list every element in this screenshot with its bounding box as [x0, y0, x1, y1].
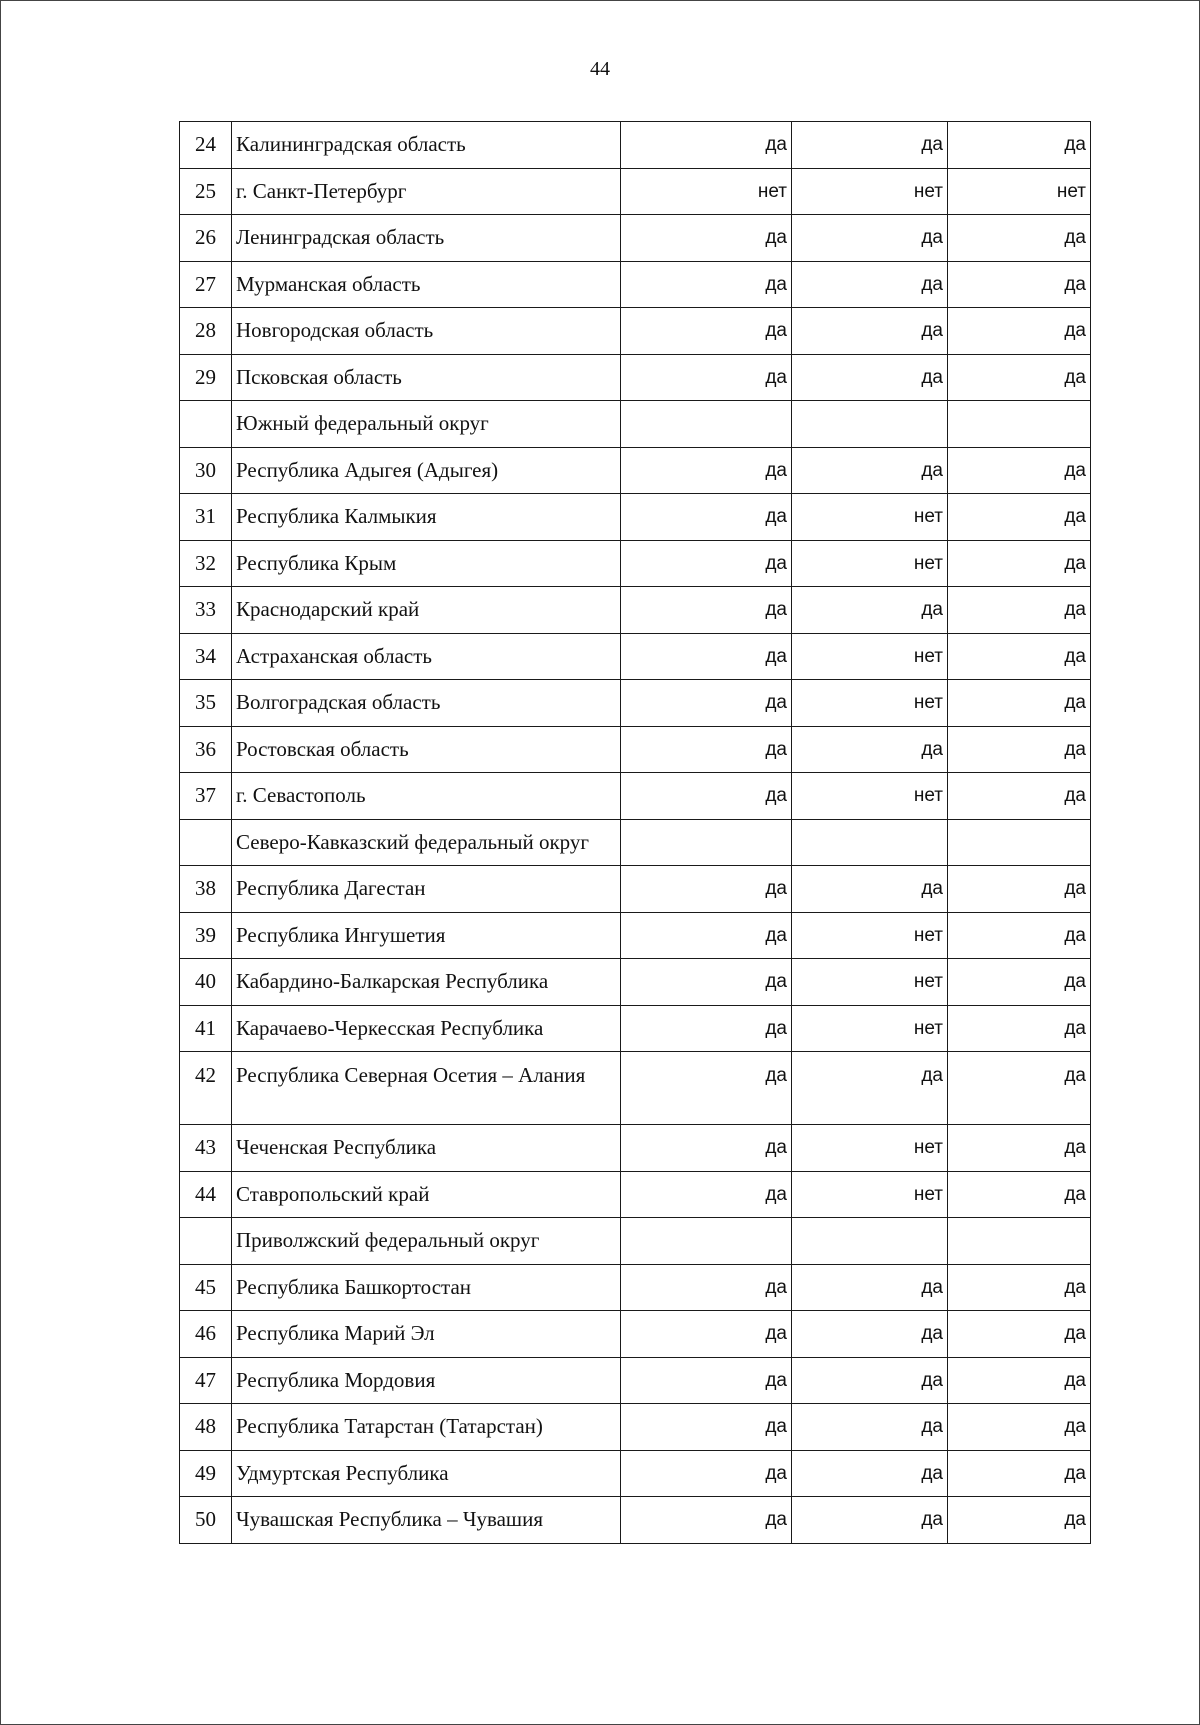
value-cell-3: да [948, 633, 1091, 680]
value-cell-2: да [792, 587, 948, 634]
value-cell-1: да [621, 866, 792, 913]
value-cell-2: нет [792, 959, 948, 1006]
row-number-cell: 31 [180, 494, 232, 541]
region-name-cell: Калининградская область [232, 122, 621, 169]
row-number-cell: 49 [180, 1450, 232, 1497]
value-cell-1 [621, 401, 792, 448]
value-cell-3: да [948, 1125, 1091, 1172]
value-cell-3: да [948, 1311, 1091, 1358]
value-cell-3: да [948, 726, 1091, 773]
table-row [180, 866, 1091, 913]
value-cell-1: да [621, 1497, 792, 1544]
value-cell-1: да [621, 726, 792, 773]
value-cell-1 [621, 819, 792, 866]
value-cell-3: нет [948, 168, 1091, 215]
table-row [180, 1357, 1091, 1404]
row-number-cell: 25 [180, 168, 232, 215]
region-name-cell: Ростовская область [232, 726, 621, 773]
value-cell-2: да [792, 215, 948, 262]
district-header-row [180, 1218, 1091, 1265]
row-number-cell: 34 [180, 633, 232, 680]
value-cell-1: нет [621, 168, 792, 215]
value-cell-1: да [621, 587, 792, 634]
value-cell-1: да [621, 1264, 792, 1311]
table-row [180, 726, 1091, 773]
value-cell-1: да [621, 215, 792, 262]
row-number-cell: 30 [180, 447, 232, 494]
region-name-cell: Республика Адыгея (Адыгея) [232, 447, 621, 494]
value-cell-1: да [621, 1125, 792, 1172]
value-cell-3 [948, 819, 1091, 866]
regions-table [179, 121, 1091, 1544]
region-name-cell: Ставропольский край [232, 1171, 621, 1218]
value-cell-2: да [792, 261, 948, 308]
value-cell-2: нет [792, 633, 948, 680]
value-cell-2: нет [792, 168, 948, 215]
value-cell-2: да [792, 447, 948, 494]
value-cell-2: нет [792, 1171, 948, 1218]
value-cell-3: да [948, 354, 1091, 401]
row-number-cell [180, 401, 232, 448]
region-name-cell: Республика Башкортостан [232, 1264, 621, 1311]
value-cell-2: да [792, 1404, 948, 1451]
value-cell-3: да [948, 587, 1091, 634]
value-cell-1: да [621, 122, 792, 169]
value-cell-2: нет [792, 540, 948, 587]
value-cell-2: да [792, 1357, 948, 1404]
value-cell-3: да [948, 215, 1091, 262]
row-number-cell: 44 [180, 1171, 232, 1218]
region-name-cell: Карачаево-Черкесская Республика [232, 1005, 621, 1052]
row-number-cell: 35 [180, 680, 232, 727]
table-row [180, 354, 1091, 401]
value-cell-1: да [621, 447, 792, 494]
value-cell-1: да [621, 1357, 792, 1404]
region-name-cell: Чеченская Республика [232, 1125, 621, 1172]
row-number-cell: 38 [180, 866, 232, 913]
row-number-cell: 47 [180, 1357, 232, 1404]
district-name-cell: Приволжский федеральный округ [232, 1218, 621, 1265]
row-number-cell [180, 819, 232, 866]
value-cell-1: да [621, 1052, 792, 1125]
region-name-cell: Республика Татарстан (Татарстан) [232, 1404, 621, 1451]
value-cell-1: да [621, 912, 792, 959]
value-cell-1: да [621, 354, 792, 401]
region-name-cell: Волгоградская область [232, 680, 621, 727]
value-cell-3: да [948, 959, 1091, 1006]
value-cell-1: да [621, 680, 792, 727]
region-name-cell: г. Санкт-Петербург [232, 168, 621, 215]
table-row [180, 680, 1091, 727]
row-number-cell: 26 [180, 215, 232, 262]
regions-table-body [180, 122, 1091, 1544]
value-cell-1: да [621, 1171, 792, 1218]
row-number-cell: 29 [180, 354, 232, 401]
district-name-cell: Южный федеральный округ [232, 401, 621, 448]
value-cell-2: да [792, 1264, 948, 1311]
value-cell-3: да [948, 308, 1091, 355]
value-cell-1: да [621, 308, 792, 355]
table-row [180, 1264, 1091, 1311]
value-cell-1: да [621, 494, 792, 541]
table-row [180, 494, 1091, 541]
value-cell-3: да [948, 261, 1091, 308]
region-name-cell: Краснодарский край [232, 587, 621, 634]
table-row [180, 1171, 1091, 1218]
table-row [180, 1450, 1091, 1497]
table-row [180, 215, 1091, 262]
value-cell-3: да [948, 1450, 1091, 1497]
region-name-cell: Ленинградская область [232, 215, 621, 262]
value-cell-3: да [948, 122, 1091, 169]
district-name-cell: Северо-Кавказский федеральный округ [232, 819, 621, 866]
region-name-cell: Чувашская Республика – Чувашия [232, 1497, 621, 1544]
value-cell-2: да [792, 866, 948, 913]
value-cell-3: да [948, 540, 1091, 587]
row-number-cell: 37 [180, 773, 232, 820]
row-number-cell: 42 [180, 1052, 232, 1125]
value-cell-3: да [948, 1264, 1091, 1311]
region-name-cell: Псковская область [232, 354, 621, 401]
table-row [180, 1404, 1091, 1451]
table-row [180, 1005, 1091, 1052]
row-number-cell [180, 1218, 232, 1265]
region-name-cell: Республика Крым [232, 540, 621, 587]
value-cell-2: нет [792, 1005, 948, 1052]
region-name-cell: Мурманская область [232, 261, 621, 308]
table-row [180, 447, 1091, 494]
value-cell-3: да [948, 447, 1091, 494]
value-cell-1: да [621, 1450, 792, 1497]
value-cell-2: нет [792, 773, 948, 820]
region-name-cell: Удмуртская Республика [232, 1450, 621, 1497]
row-number-cell: 24 [180, 122, 232, 169]
table-row [180, 633, 1091, 680]
value-cell-2 [792, 1218, 948, 1265]
region-name-cell: Кабардино-Балкарская Республика [232, 959, 621, 1006]
value-cell-3: да [948, 1052, 1091, 1125]
value-cell-1: да [621, 1311, 792, 1358]
region-name-cell: Новгородская область [232, 308, 621, 355]
table-row [180, 261, 1091, 308]
row-number-cell: 36 [180, 726, 232, 773]
value-cell-2: нет [792, 912, 948, 959]
value-cell-3: да [948, 1171, 1091, 1218]
value-cell-2: да [792, 726, 948, 773]
value-cell-2: да [792, 1311, 948, 1358]
table-row [180, 122, 1091, 169]
row-number-cell: 27 [180, 261, 232, 308]
table-row [180, 1125, 1091, 1172]
table-row [180, 308, 1091, 355]
region-name-cell: Республика Ингушетия [232, 912, 621, 959]
row-number-cell: 50 [180, 1497, 232, 1544]
value-cell-2: да [792, 354, 948, 401]
value-cell-3: да [948, 494, 1091, 541]
value-cell-2: нет [792, 1125, 948, 1172]
table-row [180, 1311, 1091, 1358]
row-number-cell: 33 [180, 587, 232, 634]
value-cell-1: да [621, 1005, 792, 1052]
table-row [180, 1052, 1091, 1125]
value-cell-2: нет [792, 494, 948, 541]
value-cell-1: да [621, 959, 792, 1006]
value-cell-2: да [792, 1450, 948, 1497]
value-cell-3 [948, 401, 1091, 448]
value-cell-1 [621, 1218, 792, 1265]
value-cell-2: да [792, 122, 948, 169]
value-cell-3: да [948, 1404, 1091, 1451]
page-number: 44 [590, 58, 610, 80]
value-cell-2: да [792, 308, 948, 355]
table-row [180, 912, 1091, 959]
value-cell-3: да [948, 1357, 1091, 1404]
value-cell-1: да [621, 773, 792, 820]
table-row [180, 1497, 1091, 1544]
region-name-cell: Республика Марий Эл [232, 1311, 621, 1358]
row-number-cell: 48 [180, 1404, 232, 1451]
value-cell-3: да [948, 866, 1091, 913]
region-name-cell: Республика Калмыкия [232, 494, 621, 541]
row-number-cell: 46 [180, 1311, 232, 1358]
value-cell-1: да [621, 261, 792, 308]
value-cell-3: да [948, 1005, 1091, 1052]
value-cell-2: да [792, 1497, 948, 1544]
region-name-cell: Республика Мордовия [232, 1357, 621, 1404]
row-number-cell: 28 [180, 308, 232, 355]
value-cell-1: да [621, 540, 792, 587]
region-name-cell: Республика Дагестан [232, 866, 621, 913]
value-cell-2: нет [792, 680, 948, 727]
value-cell-3: да [948, 773, 1091, 820]
district-header-row [180, 819, 1091, 866]
table-row [180, 168, 1091, 215]
row-number-cell: 40 [180, 959, 232, 1006]
value-cell-1: да [621, 633, 792, 680]
table-row [180, 773, 1091, 820]
region-name-cell: Астраханская область [232, 633, 621, 680]
table-row [180, 959, 1091, 1006]
value-cell-3: да [948, 680, 1091, 727]
table-row [180, 540, 1091, 587]
region-name-cell: Республика Северная Осетия – Алания [232, 1052, 621, 1125]
district-header-row [180, 401, 1091, 448]
value-cell-3: да [948, 1497, 1091, 1544]
row-number-cell: 41 [180, 1005, 232, 1052]
value-cell-2 [792, 401, 948, 448]
value-cell-3 [948, 1218, 1091, 1265]
value-cell-1: да [621, 1404, 792, 1451]
row-number-cell: 39 [180, 912, 232, 959]
row-number-cell: 43 [180, 1125, 232, 1172]
region-name-cell: г. Севастополь [232, 773, 621, 820]
row-number-cell: 45 [180, 1264, 232, 1311]
value-cell-2: да [792, 1052, 948, 1125]
value-cell-2 [792, 819, 948, 866]
table-row [180, 587, 1091, 634]
value-cell-3: да [948, 912, 1091, 959]
row-number-cell: 32 [180, 540, 232, 587]
